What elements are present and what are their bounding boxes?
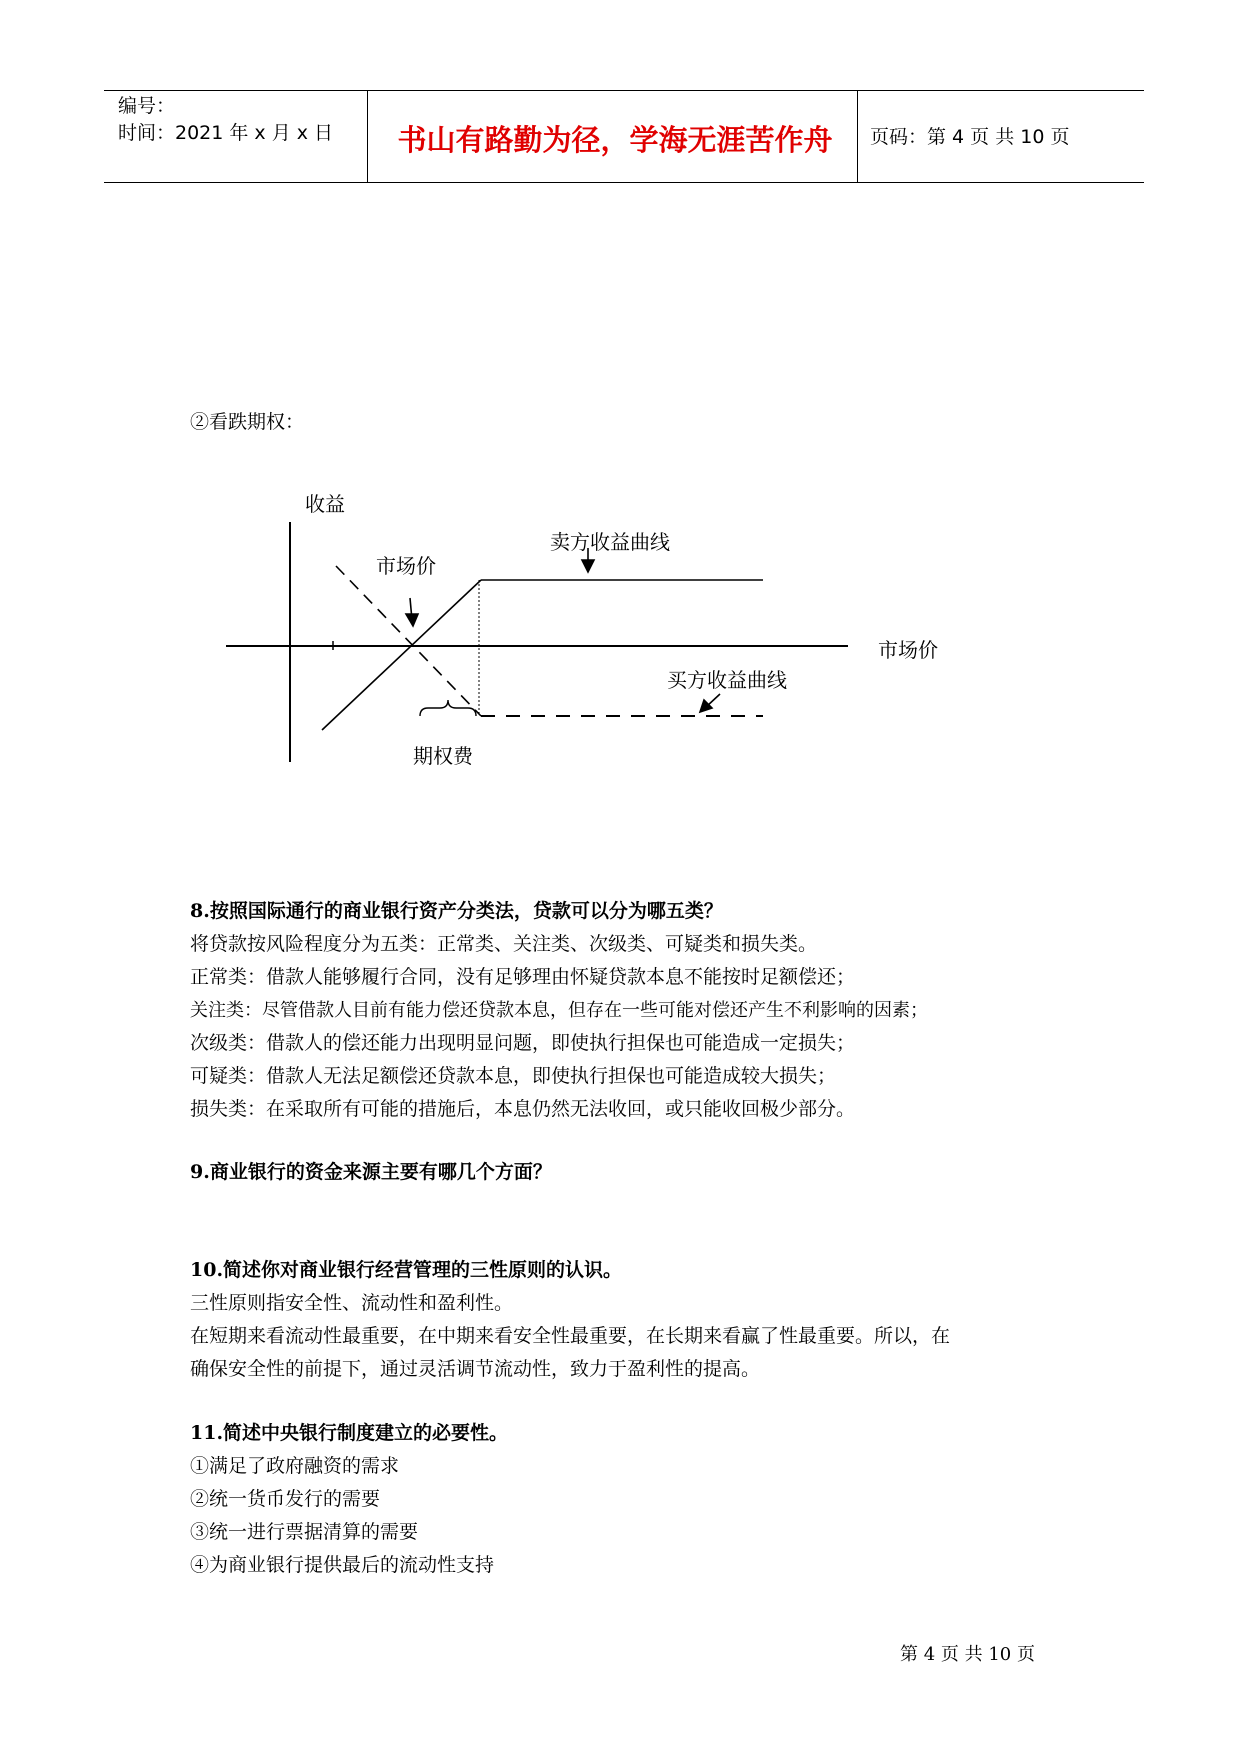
y-axis-label: 收益 <box>305 492 345 516</box>
buyer-curve-label: 买方收益曲线 <box>667 668 787 692</box>
x-axis-label: 市场价 <box>878 638 938 662</box>
diagram-canvas <box>0 0 1241 780</box>
q8-line: 正常类：借款人能够履行合同，没有足够理由怀疑贷款本息不能按时足额偿还； <box>190 966 856 988</box>
q10-line: 三性原则指安全性、流动性和盈利性。 <box>190 1292 514 1314</box>
q8-line: 损失类：在采取所有可能的措施后，本息仍然无法收回，或只能收回极少部分。 <box>190 1098 856 1120</box>
section-title: ②看跌期权： <box>190 411 305 433</box>
header-time-label: 时间：2021 年 x 月 x 日 <box>118 122 334 144</box>
q11-line: ④为商业银行提供最后的流动性支持 <box>190 1554 495 1576</box>
buyer-curve-falling <box>336 566 481 716</box>
market-price-arrow <box>406 598 418 626</box>
market-price-label: 市场价 <box>376 554 436 578</box>
put-option-diagram <box>0 0 1241 780</box>
q8-title: 8.按照国际通行的商业银行资产分类法，贷款可以分为哪五类？ <box>190 900 723 922</box>
q10-title: 10.简述你对商业银行经营管理的三性原则的认识。 <box>190 1259 623 1281</box>
q11-line: ②统一货币发行的需要 <box>190 1488 381 1510</box>
q11-line: ③统一进行票据清算的需要 <box>190 1521 419 1543</box>
q11-line: ①满足了政府融资的需求 <box>190 1455 400 1477</box>
header-number-label: 编号： <box>118 95 176 117</box>
premium-label: 期权费 <box>413 744 473 768</box>
q8-line: 将贷款按风险程度分为五类：正常类、关注类、次级类、可疑类和损失类。 <box>190 933 818 955</box>
buyer-curve-arrow <box>700 694 720 712</box>
seller-curve-label: 卖方收益曲线 <box>550 530 670 554</box>
q11-title: 11.简述中央银行制度建立的必要性。 <box>190 1422 509 1444</box>
q10-line: 在短期来看流动性最重要，在中期来看安全性最重要，在长期来看赢了性最重要。所以，在 <box>190 1325 951 1347</box>
q8-line: 次级类：借款人的偿还能力出现明显问题，即使执行担保也可能造成一定损失； <box>190 1032 856 1054</box>
header-motto: 书山有路勤为径，学海无涯苦作舟 <box>397 123 833 157</box>
q9-title: 9.商业银行的资金来源主要有哪几个方面？ <box>190 1161 552 1183</box>
page-footer: 第 4 页 共 10 页 <box>900 1644 1035 1665</box>
q10-line: 确保安全性的前提下，通过灵活调节流动性，致力于盈利性的提高。 <box>190 1358 761 1380</box>
q8-line: 可疑类：借款人无法足额偿还贷款本息，即使执行担保也可能造成较大损失； <box>190 1065 837 1087</box>
q8-line: 关注类：尽管借款人目前有能力偿还贷款本息，但存在一些可能对偿还产生不利影响的因素； <box>190 1000 928 1021</box>
header-page-label: 页码：第 4 页 共 10 页 <box>870 126 1070 148</box>
